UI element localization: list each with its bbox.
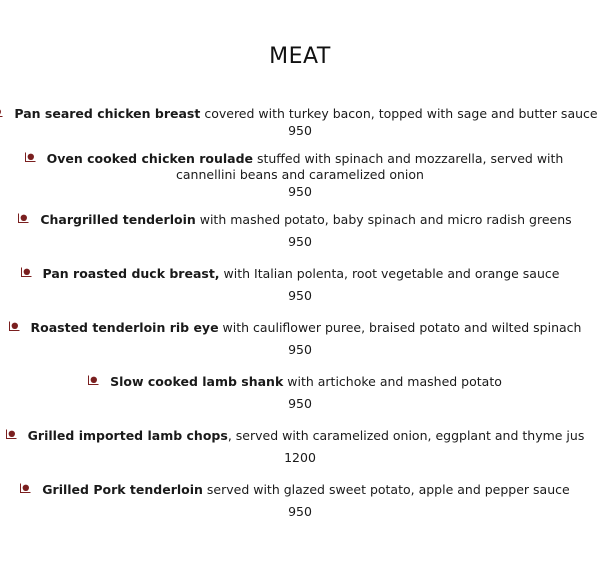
menu-item [0, 212, 600, 250]
menu-item [0, 266, 600, 304]
menu-item [0, 374, 600, 412]
menu-item-name: Oven cooked chicken roulade [46, 151, 253, 166]
menu-item-description: covered with turkey bacon, topped with sage and butter sauce [200, 106, 598, 121]
menu-item-description: with mashed potato, baby spinach and micro radish greens [195, 212, 572, 227]
non-veg-marker-icon [88, 375, 99, 385]
menu-item-name: Pan roasted duck breast, [42, 266, 220, 281]
menu-item-name: Chargrilled tenderloin [40, 212, 196, 227]
menu-item-line [0, 151, 600, 167]
menu-item [0, 151, 600, 200]
menu-item-description: , served with caramelized onion, eggplant and thyme jus [227, 428, 585, 443]
menu-item-description: served with glazed sweet potato, apple and pepper sauce [202, 482, 570, 497]
menu-item-description: with artichoke and mashed potato [283, 374, 502, 389]
menu-item-line [0, 106, 600, 122]
menu-item-price: 950 [288, 342, 312, 357]
menu-item-price: 950 [288, 234, 312, 249]
non-veg-marker-icon [20, 483, 31, 493]
menu-item-line [0, 266, 600, 282]
menu-item [0, 428, 600, 466]
menu-item-price: 950 [288, 504, 312, 519]
menu-item-line [0, 482, 600, 498]
menu-item [0, 482, 600, 520]
section-title: MEAT [269, 44, 331, 69]
menu-item-price: 1200 [284, 450, 316, 465]
menu-item-price: 950 [288, 288, 312, 303]
menu-item-line [0, 212, 600, 228]
menu-item-name: Roasted tenderloin rib eye [30, 320, 219, 335]
menu-item-line [0, 428, 600, 444]
non-veg-marker-icon [18, 213, 29, 223]
menu-item-description-continued: cannellini beans and caramelized onion [176, 167, 424, 182]
menu-item-price: 950 [288, 123, 312, 138]
menu-item [0, 320, 600, 358]
menu-item-price: 950 [288, 396, 312, 411]
non-veg-marker-icon [25, 152, 36, 162]
non-veg-marker-icon [9, 321, 20, 331]
menu-item-description: with Italian polenta, root vegetable and orange sauce [219, 266, 560, 281]
menu-item-description: stuffed with spinach and mozzarella, served with [253, 151, 564, 166]
menu-item-line [0, 374, 600, 390]
menu-item-line [0, 320, 600, 336]
menu-item-name: Grilled Pork tenderloin [42, 482, 203, 497]
menu-item [0, 106, 600, 139]
menu-item-name: Grilled imported lamb chops [27, 428, 228, 443]
non-veg-marker-icon [21, 267, 32, 277]
non-veg-marker-icon [0, 107, 3, 117]
menu-item-description: with cauliflower puree, braised potato and wilted spinach [218, 320, 582, 335]
menu-item-name: Slow cooked lamb shank [110, 374, 284, 389]
non-veg-marker-icon [6, 429, 17, 439]
menu-item-name: Pan seared chicken breast [14, 106, 201, 121]
menu-item-price: 950 [288, 184, 312, 199]
